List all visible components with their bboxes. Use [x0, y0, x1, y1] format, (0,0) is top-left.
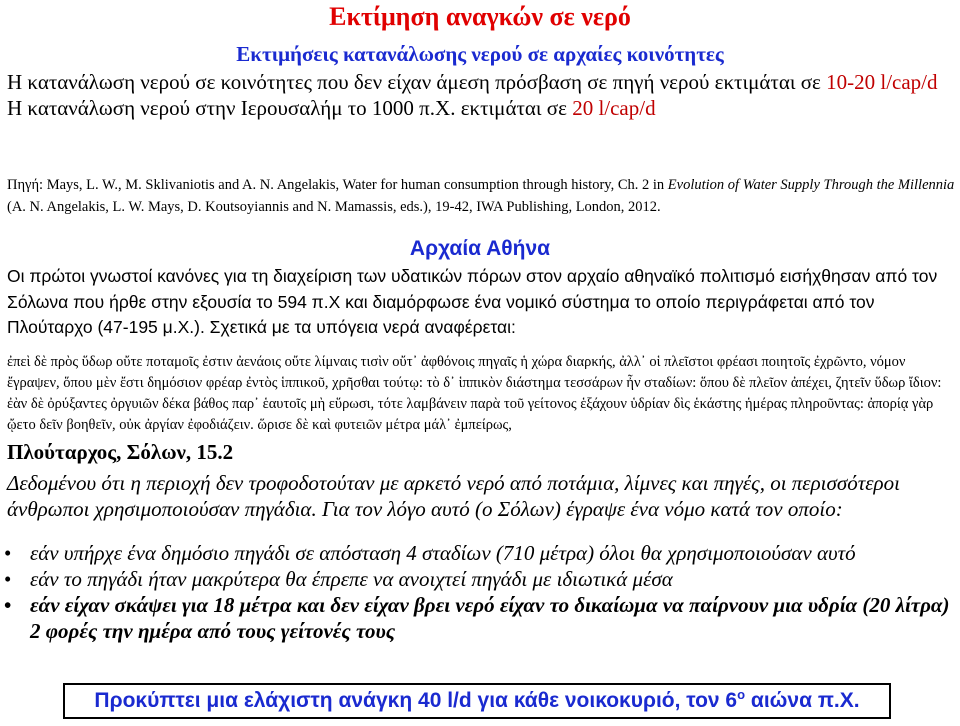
- result-superscript: ο: [737, 687, 746, 702]
- intro-line-2-value: 20 l/cap/d: [572, 96, 656, 120]
- list-item-text: εάν το πηγάδι ήταν μακρύτερα θα έπρεπε να ανοιχτεί πηγάδι με ιδιωτικά μέσα: [30, 567, 673, 591]
- law-bullet-list: [0, 540, 960, 644]
- bullet-icon: •: [4, 567, 12, 591]
- list-item-text: εάν υπήρχε ένα δημόσιο πηγάδι σε απόσταση 4 σταδίων (710 μέτρα) όλοι θα χρησιμοποιούσαν αυτό: [30, 541, 856, 565]
- quote-citation: Πλούταρχος, Σόλων, 15.2: [7, 440, 234, 464]
- result-text: Προκύπτει μια ελάχιστη ανάγκη 40 l/d για κάθε νοικοκυριό, τον 6: [94, 689, 738, 712]
- list-item: [0, 540, 960, 566]
- intro-line-1-value: 10-20 l/cap/d: [826, 70, 938, 94]
- ancient-greek-quote: ἐπεὶ δὲ πρὸς ὕδωρ οὔτε ποταμοῖς ἐστιν ἀενάοις οὔτε λίμναις τισὶν οὔτ᾽ ἀφθόνοις πηγαῖς ἡ χώρα διαρκής, ἀλλ᾽ οἱ πλεῖστοι φρέασι ποιητοῖς ἐχρῶντο, νόμον ἔγραψεν, ὅπου μὲν ἔστι δημόσιον φρέαρ ἐντὸς ἱππικοῦ, χρῆσθαι τούτῳ: τὸ δ᾽ ἱππικὸν διάστημα τεσσάρων ἦν σταδίων: ὅπου δὲ πλεῖον ἀπέχει, ζητεῖν ὕδωρ ἴδιον: ἐὰν δὲ ὀρύξαντες ὀργυιῶν δέκα βάθος παρ᾽ ἑαυτοῖς μὴ εὕρωσι, τότε λαμβάνειν παρὰ τοῦ γείτονος ἑξάχουν ὑδρίαν δὶς ἑκάστης ἡμέρας πληροῦντας: ἀπορίᾳ γὰρ ᾤετο δεῖν βοηθεῖν, οὐκ ἀργίαν ἐφοδιάζειν. ὥρισε δὲ καὶ φυτειῶν μέτρα μάλ᾽ ἐμπείρως,: [7, 354, 942, 433]
- source-book-title: Evolution of Water Supply Through the Millennia: [667, 177, 955, 193]
- result-suffix: αιώνα π.Χ.: [745, 689, 860, 712]
- source-suffix: (A. N. Angelakis, L. W. Mays, D. Koutsoyiannis and N. Mamassis, eds.), 19-42, IWA Publishing, London, 2012.: [7, 199, 661, 215]
- bullet-icon: •: [4, 541, 12, 565]
- athens-heading: Αρχαία Αθήνα: [409, 237, 551, 260]
- intro-line-1-text: Η κατανάλωση νερού σε κοινότητες που δεν είχαν άμεση πρόσβαση σε πηγή νερού εκτιμάται σε: [7, 70, 827, 94]
- list-item: [0, 566, 960, 592]
- athens-paragraph: Οι πρώτοι γνωστοί κανόνες για τη διαχείριση των υδατικών πόρων στον αρχαίο αθηναϊκό πολιτισμό εισήχθησαν από τον Σόλωνα που ήρθε στην εξουσία το 594 π.Χ και διαμόρφωσε ένα νομικό σύστημα το οποίο περιγράφεται από τον Πλούταρχο (47-195 μ.Χ.). Σχετικά με τα υπόγεια νερά αναφέρεται:: [7, 266, 938, 337]
- bullet-icon: •: [4, 593, 12, 617]
- intro-line-2-text: Η κατανάλωση νερού στην Ιερουσαλήμ το 1000 π.Χ. εκτιμάται σε: [7, 96, 573, 120]
- result-box: [63, 683, 891, 719]
- section-subtitle: Εκτιμήσεις κατανάλωσης νερού σε αρχαίες κοινότητες: [236, 42, 724, 66]
- list-item-text: εάν είχαν σκάψει για 18 μέτρα και δεν είχαν βρει νερό είχαν το δικαίωμα να παίρνουν μια υδρία (20 λίτρα) 2 φορές την ημέρα από τους γείτονές τους: [30, 593, 950, 643]
- conclusion-paragraph: Δεδομένου ότι η περιοχή δεν τροφοδοτούταν με αρκετό νερό από ποτάμια, λίμνες και πηγές, οι περισσότεροι άνθρωποι χρησιμοποιούσαν πηγάδια. Για τον λόγο αυτό (ο Σόλων) έγραψε ένα νόμο κατά τον οποίο:: [7, 471, 900, 521]
- intro-paragraph: [7, 69, 955, 121]
- intro-line-1: [7, 69, 955, 95]
- intro-line-2: [7, 95, 955, 121]
- source-reference: [7, 174, 955, 218]
- list-item: [0, 592, 960, 644]
- page-title: Εκτίμηση αναγκών σε νερό: [329, 2, 631, 31]
- source-prefix: Πηγή: Mays, L. W., M. Sklivaniotis and A. N. Angelakis, Water for human consumption through history, Ch. 2 in: [7, 177, 668, 193]
